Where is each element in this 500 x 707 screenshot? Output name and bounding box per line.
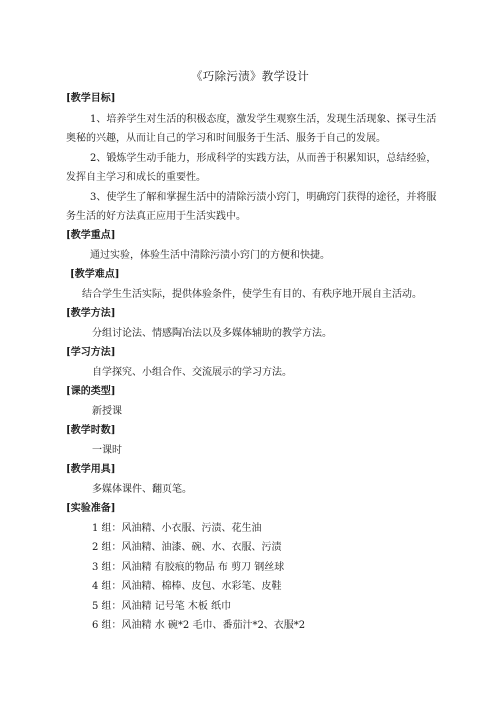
class-hours-text: 一课时 (92, 445, 122, 456)
key-points-text: 通过实验，体验生活中清除污渍小窍门的方便和快捷。 (90, 250, 330, 261)
heading-teaching-goals: [教学目标] (66, 93, 116, 104)
prep-group-4: 4 组：风油精、棉棒、皮包、水彩笔、皮鞋 (92, 581, 282, 592)
prep-group-2: 2 组：风油精、油漆、碗、水、衣服、污渍 (92, 542, 282, 553)
prep-group-3: 3 组：风油精 有胶痕的物品 布 剪刀 钢丝球 (92, 562, 285, 573)
goal-2-line-2: 发挥自主学习和成长的重要性。 (66, 172, 206, 183)
heading-lesson-type: [课的类型] (66, 386, 116, 397)
heading-experiment-prep: [实验准备] (66, 503, 116, 514)
heading-key-points: [教学重点] (66, 230, 116, 241)
difficulties-text: 结合学生生活实际，提供体验条件，使学生有目的、有秩序地开展自主活动。 (82, 289, 422, 300)
heading-difficulties: [教学难点] (70, 269, 120, 280)
lesson-type-text: 新授课 (92, 406, 122, 417)
goal-1-line-1: 1、培养学生对生活的积极态度，激发学生观察生活，发现生活现象、探寻生活 (90, 114, 437, 125)
document-title: 《巧除污渍》教学设计 (191, 69, 309, 83)
goal-1-line-2: 奥秘的兴趣，从而让自己的学习和时间服务于生活、服务于自己的发展。 (66, 133, 386, 144)
prep-group-1: 1 组：风油精、小衣服、污渍、花生油 (92, 523, 262, 534)
teaching-tools-text: 多媒体课件、翻页笔。 (92, 484, 192, 495)
heading-learning-methods: [学习方法] (66, 347, 116, 358)
teaching-methods-text: 分组讨论法、情感陶冶法以及多媒体辅助的教学方法。 (92, 328, 332, 339)
heading-teaching-tools: [教学用具] (66, 464, 116, 475)
prep-group-6: 6 组：风油精 水 碗*2 毛巾、番茄汁*2、衣服*2 (92, 620, 306, 631)
goal-3-line-1: 3、使学生了解和掌握生活中的清除污渍小窍门，明确窍门获得的途径，并将服 (90, 192, 437, 203)
learning-methods-text: 自学探究、小组合作、交流展示的学习方法。 (92, 367, 292, 378)
heading-class-hours: [教学时数] (66, 425, 116, 436)
goal-2-line-1: 2、锻炼学生动手能力，形成科学的实践方法，从而善于积累知识，总结经验， (90, 153, 437, 164)
goal-3-line-2: 务生活的好方法真正应用于生活实践中。 (66, 211, 246, 222)
heading-teaching-methods: [教学方法] (66, 308, 116, 319)
prep-group-5: 5 组：风油精 记号笔 木板 纸巾 (92, 601, 232, 612)
